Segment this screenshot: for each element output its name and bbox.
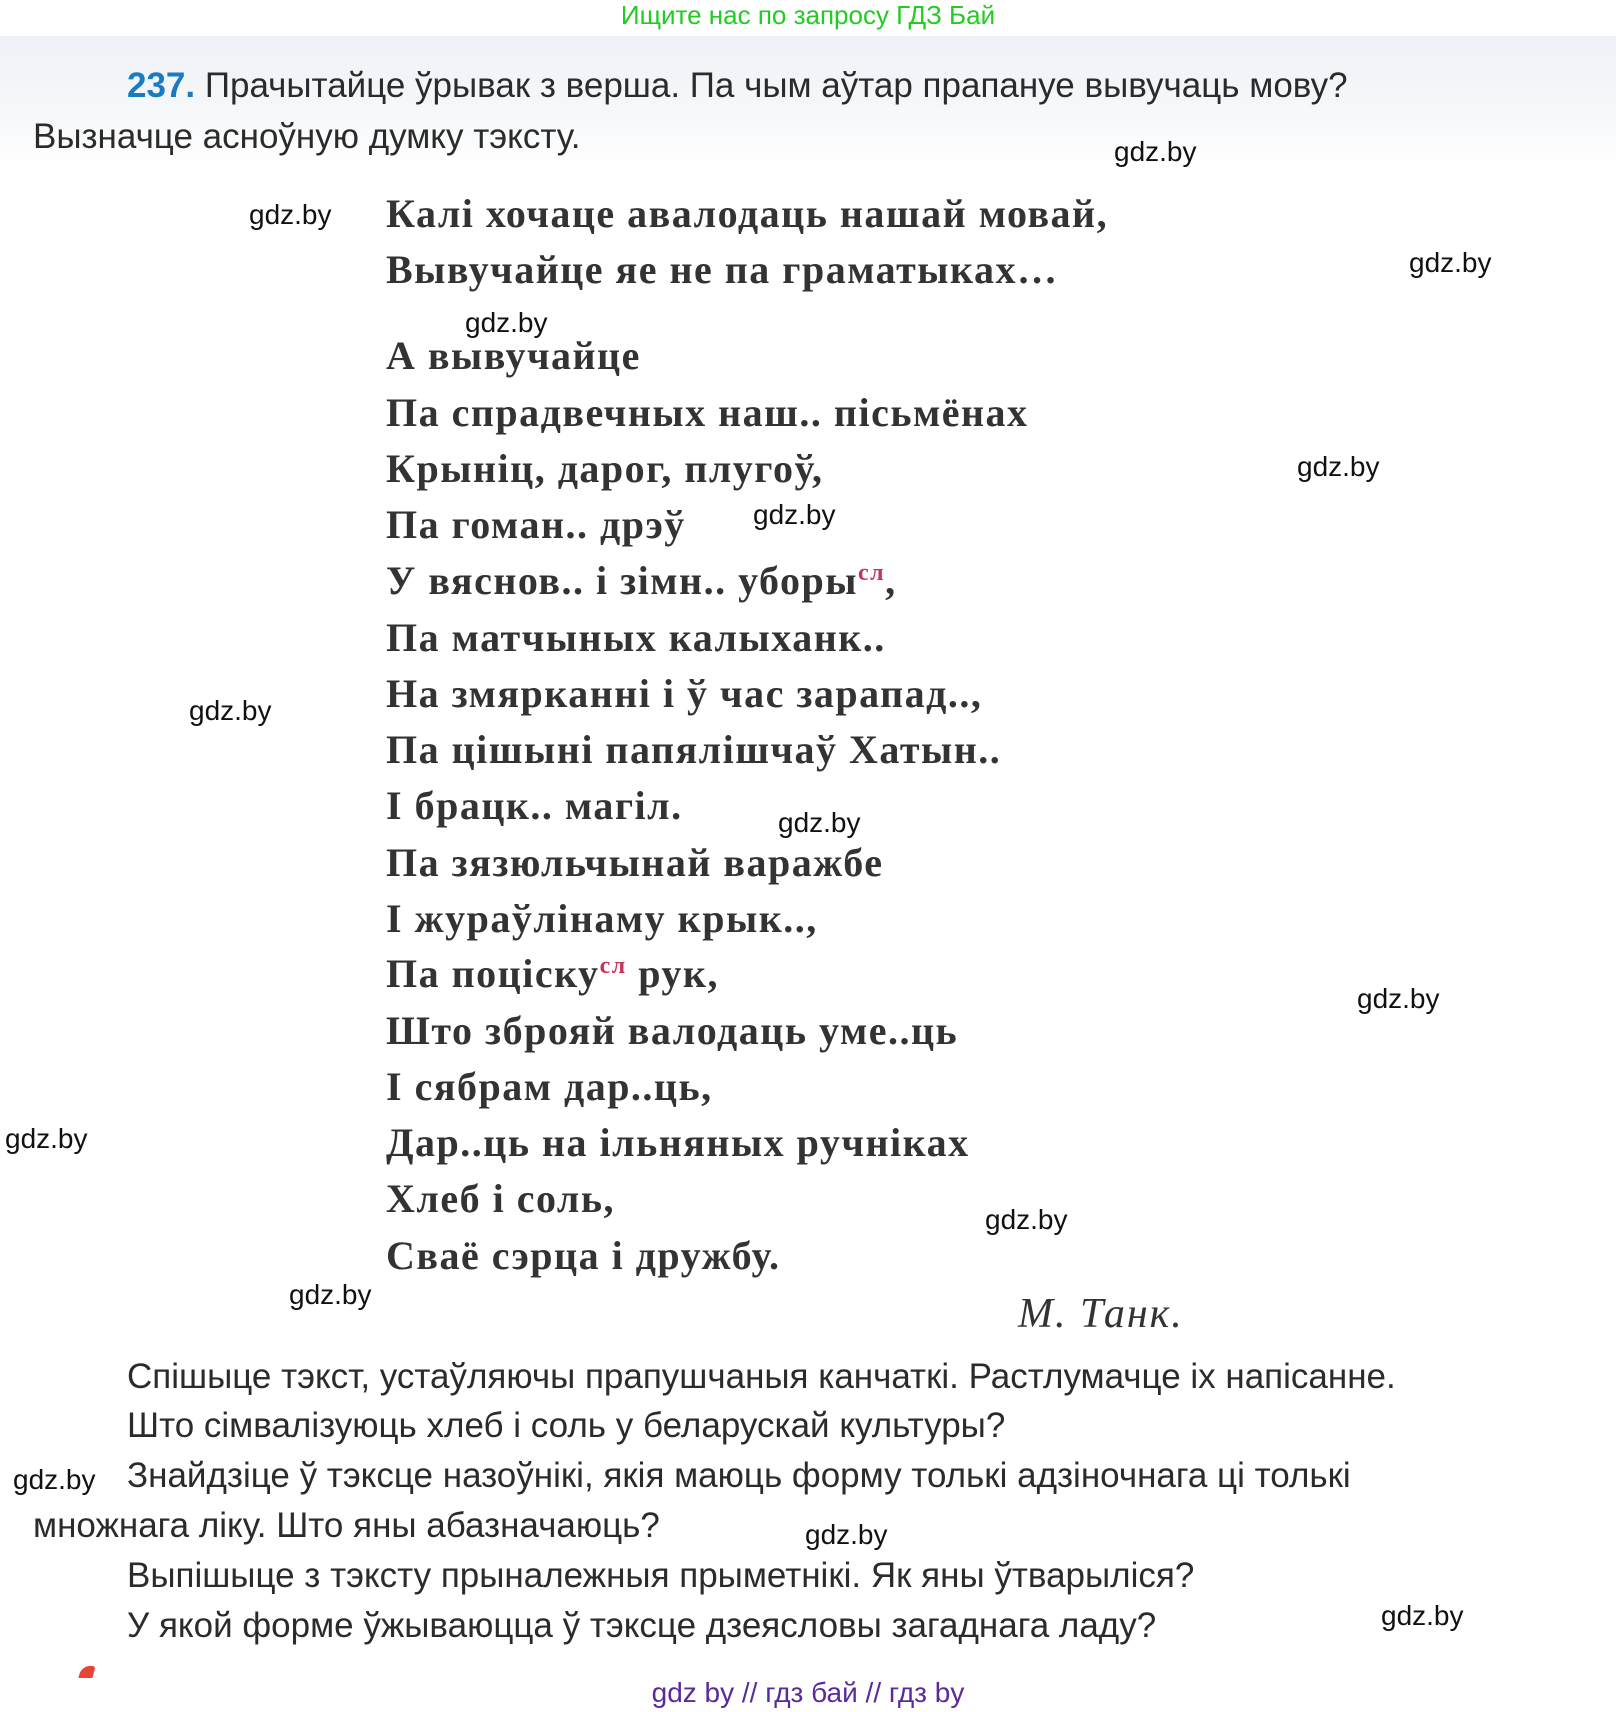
exercise-instruction: Прачытайце ўрывак з верша. Па чым аўтар прапануе вывучаць мову? (195, 66, 1348, 105)
poem-text: Сваё сэрца і дружбу. (386, 1233, 781, 1278)
watermark: gdz.by (1297, 451, 1380, 482)
poem-line (386, 1063, 713, 1111)
poem-text: Па зязюльчынай варажбе (386, 840, 884, 885)
poem-text: Дар..ць на ільняных ручніках (386, 1120, 970, 1165)
watermark: gdz.by (805, 1519, 888, 1550)
poem-text: Па спрадвечных наш.. пісьмёнах (386, 390, 1029, 435)
poem-text: Калі хочаце авалодаць нашай мовай, (386, 191, 1109, 236)
task-line: У якой форме ўжываюцца ў тэксце дзеясловы загаднага ладу? (127, 1606, 1157, 1645)
poem-line (386, 557, 897, 605)
footer-links: gdz by // гдз бай // гдз by (651, 1677, 965, 1708)
poem-line (386, 895, 818, 943)
poem-text: Крыніц, дарог, плугоў, (386, 446, 824, 491)
poem-text: Хлеб і соль, (386, 1176, 616, 1221)
poem-text: У вяснов.. і зімн.. уборы (386, 558, 858, 603)
exercise-number: 237. (127, 66, 196, 105)
watermark: gdz.by (465, 307, 548, 338)
poem-text: На змярканні і ў час зарапад.., (386, 671, 983, 716)
stylistic-mark: сл (599, 953, 627, 979)
exercise-instruction-2: Вызначце асноўную думку тэксту. (33, 117, 581, 156)
poem-line (386, 670, 982, 718)
poem-text: І брацк.. магіл. (386, 783, 683, 828)
poem-line (386, 950, 719, 998)
poem-line (386, 445, 823, 493)
poem-line (386, 190, 1108, 238)
watermark: gdz.by (1114, 136, 1197, 167)
poem-text: Па гоман.. дрэў (386, 502, 686, 547)
poem-line (386, 332, 641, 380)
poem-line (386, 1007, 958, 1055)
poem-line (386, 246, 1058, 294)
watermark: gdz.by (778, 807, 861, 838)
poem-line (386, 501, 686, 549)
search-banner: Ищите нас по запросу ГДЗ Бай (620, 0, 996, 30)
poem-text: Па цішыні папялішчаў Хатын.. (386, 727, 1002, 772)
poem-text: І жураўлінаму крык.., (386, 896, 818, 941)
poem-text: І сябрам дар..ць, (386, 1064, 713, 1109)
poem-text: Вывучайце яе не па граматыках… (386, 247, 1059, 292)
task-line: Што сімвалізуюць хлеб і соль у беларускай культуры? (127, 1406, 1006, 1445)
task-line: множнага ліку. Што яны абазначаюць? (33, 1506, 660, 1545)
poem-text: , (885, 558, 897, 603)
poem-line (386, 1232, 781, 1280)
poem-text: Па поціску (386, 951, 600, 996)
task-line: Выпішыце з тэксту прыналежныя прыметнікі. Як яны ўтварыліся? (127, 1556, 1195, 1595)
poem-line (386, 389, 1029, 437)
poem-line (386, 726, 1001, 774)
poem-line (386, 1175, 615, 1223)
poem-text: рук, (626, 951, 719, 996)
poem-line (386, 1119, 970, 1167)
task-line: Знайдзіце ў тэксце назоўнікі, якія маюць форму толькі адзіночнага ці толькі (127, 1456, 1351, 1495)
watermark: gdz.by (249, 199, 332, 230)
watermark: gdz.by (289, 1279, 372, 1310)
watermark: gdz.by (13, 1464, 96, 1495)
poem-text: А вывучайце (386, 333, 641, 378)
exercise-title (127, 64, 1348, 108)
poem-author: М. Танк. (1018, 1291, 1184, 1337)
watermark: gdz.by (5, 1123, 88, 1154)
poem-line (386, 782, 683, 830)
watermark: gdz.by (1381, 1600, 1464, 1631)
poem-line (386, 839, 883, 887)
poem-text: Па матчыных калыханк.. (386, 615, 886, 660)
task-line: Спішыце тэкст, устаўляючы прапушчаныя канчаткі. Растлумачце іх напісанне. (127, 1357, 1396, 1396)
watermark: gdz.by (189, 695, 272, 726)
watermark: gdz.by (1357, 983, 1440, 1014)
watermark: gdz.by (1409, 247, 1492, 278)
poem-line (386, 614, 886, 662)
watermark: gdz.by (753, 499, 836, 530)
stylistic-mark: сл (858, 560, 886, 586)
poem-text: Што зброяй валодаць уме..ць (386, 1008, 959, 1053)
watermark: gdz.by (985, 1204, 1068, 1235)
